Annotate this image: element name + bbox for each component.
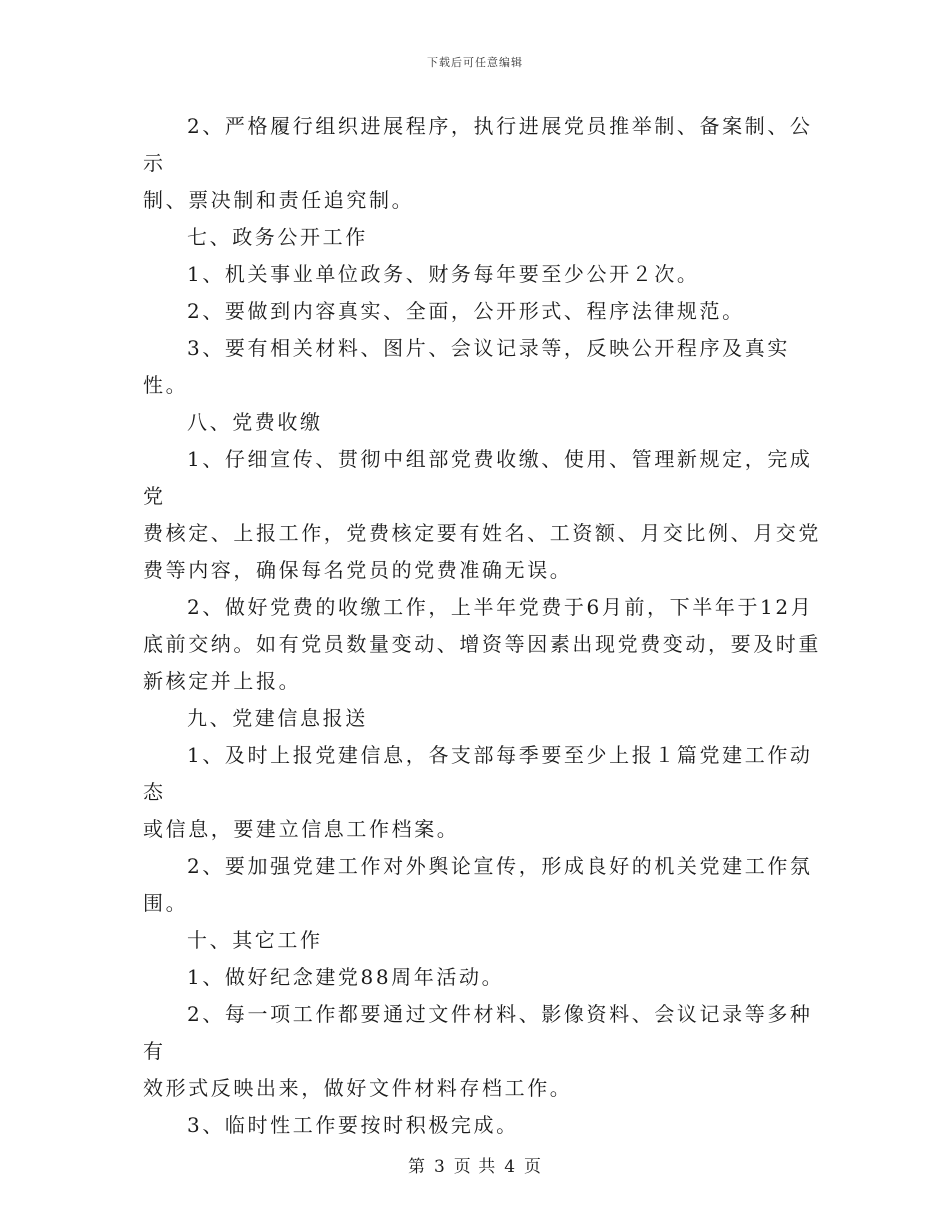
- text-line: 2、要加强党建工作对外舆论宣传，形成良好的机关党建工作氛围。: [143, 854, 813, 915]
- text-line: 费核定、上报工作，党费核定要有姓名、工资额、月交比例、月交党: [143, 521, 821, 545]
- text-line: 1、做好纪念建党88周年活动。: [187, 965, 505, 989]
- text-line: 制、票决制和责任追究制。: [143, 188, 415, 212]
- text-line: 2、严格履行组织进展程序，执行进展党员推举制、备案制、公示: [143, 114, 813, 175]
- paragraph-11: [143, 848, 823, 922]
- text-line: 效形式反映出来，做好文件材料存档工作。: [143, 1076, 573, 1100]
- text-line: 费等内容，确保每名党员的党费准确无误。: [143, 558, 573, 582]
- text-line: 3、临时性工作要按时积极完成。: [187, 1113, 519, 1137]
- paragraph-4: [143, 293, 823, 330]
- text-line: 2、做好党费的收缴工作，上半年党费于6月前，下半年于12月: [187, 595, 814, 619]
- paragraph-3: [143, 256, 823, 293]
- paragraph-7: [143, 441, 823, 589]
- paragraph-15: [143, 1107, 823, 1144]
- text-line: 2、每一项工作都要通过文件材料、影像资料、会议记录等多种有: [143, 1002, 813, 1063]
- footer-current-page: 3: [433, 1157, 446, 1177]
- text-line: 九、党建信息报送: [187, 706, 368, 730]
- paragraph-10: [143, 737, 823, 848]
- text-line: 十、其它工作: [187, 928, 323, 952]
- text-line: 2、要做到内容真实、全面，公开形式、程序法律规范。: [187, 299, 745, 323]
- section-heading-10: [143, 922, 823, 959]
- footer-total-pages: 4: [504, 1157, 517, 1177]
- text-line: 新核定并上报。: [143, 669, 302, 693]
- text-line: 底前交纳。如有党员数量变动、增资等因素出现党费变动，要及时重: [143, 632, 821, 656]
- text-line: 1、机关事业单位政务、财务每年要至少公开２次。: [187, 262, 700, 286]
- section-heading-8: [143, 404, 823, 441]
- text-line: 3、要有相关材料、图片、会议记录等，反映公开程序及真实性。: [143, 336, 790, 397]
- document-body: [143, 108, 823, 1144]
- header-note: 下载后可任意编辑: [427, 56, 523, 69]
- paragraph-8: [143, 589, 823, 700]
- footer-suffix: 页: [524, 1157, 543, 1177]
- paragraph-5: [143, 330, 823, 404]
- text-line: 1、及时上报党建信息，各支部每季要至少上报１篇党建工作动态: [143, 743, 813, 804]
- text-line: 或信息，要建立信息工作档案。: [143, 817, 460, 841]
- footer-middle: 页 共: [453, 1157, 497, 1177]
- paragraph-13: [143, 959, 823, 996]
- paragraph-1: [143, 108, 823, 219]
- footer-prefix: 第: [407, 1157, 426, 1177]
- paragraph-14: [143, 996, 823, 1107]
- section-heading-9: [143, 700, 823, 737]
- text-line: 八、党费收缴: [187, 410, 323, 434]
- section-heading-7: [143, 219, 823, 256]
- page-footer: [0, 1152, 950, 1177]
- text-line: 七、政务公开工作: [187, 225, 368, 249]
- text-line: 1、仔细宣传、贯彻中组部党费收缴、使用、管理新规定，完成党: [143, 447, 813, 508]
